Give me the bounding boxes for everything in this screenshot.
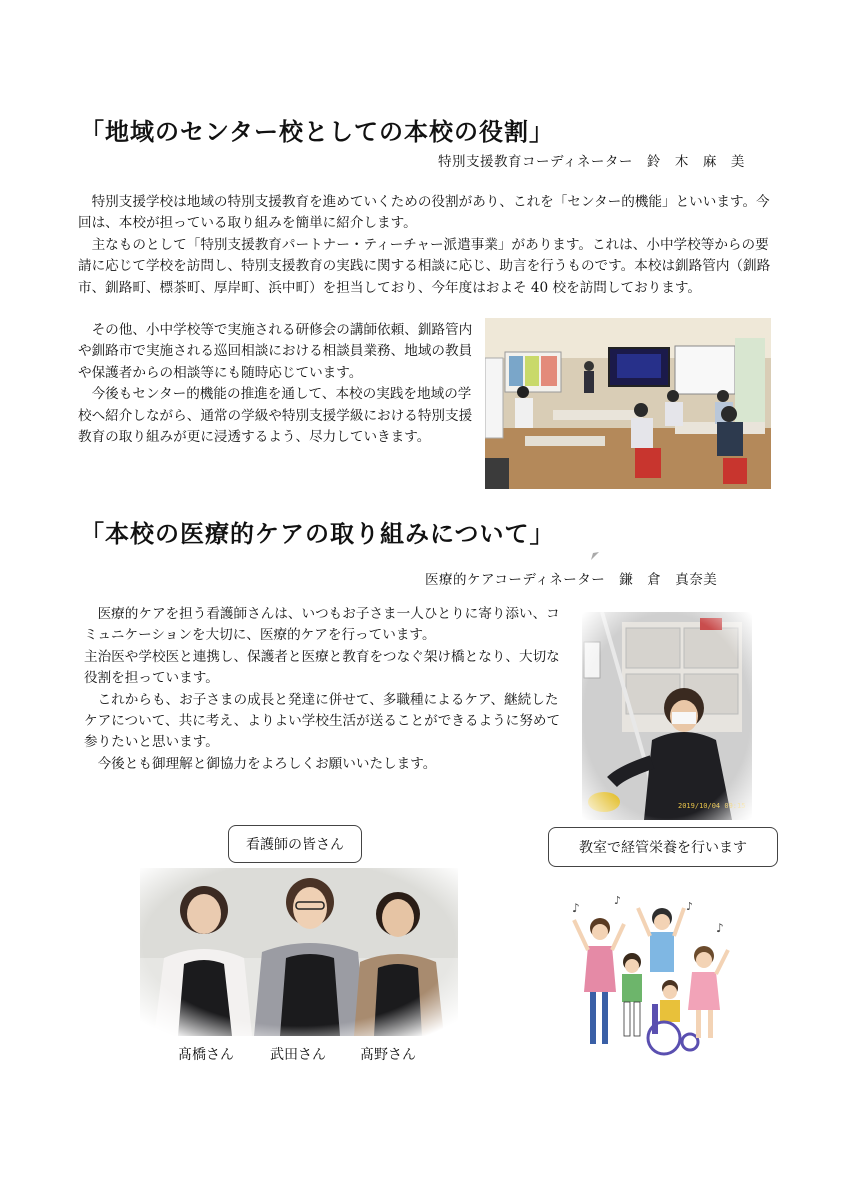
section2-paragraph: 主治医や学校医と連携し、保護者と医療と教育をつなぐ架け橋となり、大切な役割を担っています。 (84, 648, 560, 687)
section1-paragraph: 主なものとして「特別支援教育パートナー・ティーチャー派遣事業」があります。これは、小中学校等からの要請に応じて学校を訪問し、特別支援教育の実践に関する相談に応じ、助言を行うものです。本校は釧路管内（釧路市、釧路町、標茶町、厚岸町、浜中町）を担当しており、今年度はおよそ 40 校を訪問しております。 (78, 236, 771, 296)
section2-body (84, 604, 570, 775)
svg-text:♪: ♪ (716, 921, 724, 935)
section1-title: 「地域のセンター校としての本校の役割」 (80, 118, 555, 146)
section1-paragraph: その他、小中学校等で実施される研修会の講師依頼、釧路管内や釧路市で実施される巡回相談における相談員業務、地域の教員や保護者からの相談等にも随時応じています。 (78, 322, 473, 381)
seminar-photo (485, 318, 771, 489)
section2-paragraph: これからも、お子さまの成長と発達に併せて、多職種によるケア、継続したケアについて、共に考え、よりよい学校生活が送ることができるように努めて参りたいと思います。 (84, 691, 561, 751)
nurse-name-3: 髙野さん (360, 1047, 416, 1063)
nurse-name-1: 髙橋さん (178, 1047, 234, 1063)
section1-paragraph: 今後もセンター的機能の推進を通して、本校の実践を地域の学校へ紹介しながら、通常の学級や特別支援学級における特別支援教育の取り組みが更に浸透するよう、尽力していきます。 (78, 386, 473, 446)
svg-text:♪: ♪ (686, 900, 694, 913)
section1-byline: 特別支援教育コーディネーター 鈴 木 麻 美 (438, 154, 745, 170)
section1-body-side (78, 320, 474, 448)
tube-feeding-photo (582, 612, 752, 820)
section2-paragraph: 医療的ケアを担う看護師さんは、いつもお子さま一人ひとりに寄り添い、コミュニケーションを大切に、医療的ケアを行っています。 (84, 606, 560, 644)
svg-text:♪: ♪ (572, 901, 580, 915)
cursor-mark-icon (590, 546, 600, 556)
classroom-caption: 教室で経管栄養を行います (548, 827, 778, 867)
section2-title: 「本校の医療的ケアの取り組みについて」 (80, 520, 555, 548)
nurses-photo (140, 868, 458, 1036)
section1-body-full (78, 192, 774, 299)
cheering-children-illustration (566, 892, 732, 1060)
section2-paragraph: 今後とも御理解と御協力をよろしくお願いいたします。 (97, 755, 437, 772)
svg-text:♪: ♪ (614, 894, 622, 907)
section2-byline: 医療的ケアコーディネーター 鎌 倉 真奈美 (425, 572, 718, 588)
nurse-name-2: 武田さん (270, 1047, 326, 1063)
nurses-caption: 看護師の皆さん (228, 825, 362, 863)
section1-paragraph: 特別支援学校は地域の特別支援教育を進めていくための役割があり、これを「センター的機能」といいます。今回は、本校が担っている取り組みを簡単に紹介します。 (78, 194, 770, 232)
